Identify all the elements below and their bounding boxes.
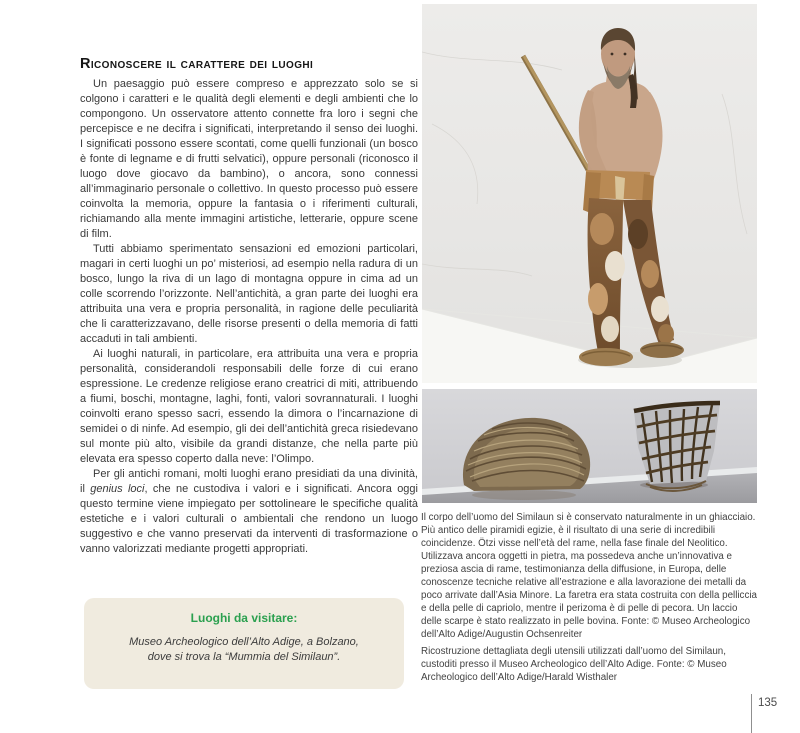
otzi-utensils-photo <box>422 389 757 503</box>
page-number-rule <box>751 694 752 733</box>
paragraph: Tutti abbiamo sperimentato sensazioni ed emozioni particolari, magari in certi luoghi un po’ misteriosi, ad esempio nella radura di un bosco, lungo la riva di un lago di montagna oppure in cima ad un colle scorrendo l’orizzonte. Nell’antichità, a gran parte dei luoghi era attribuita una vera e propria personalità, in ragione delle peculiarità che li caratterizzavano, delle risorse presenti o della memoria di fatti accaduti in tali ambienti. <box>80 243 418 345</box>
visit-box-line: Museo Archeologico dell’Alto Adige, a Bolzano, <box>129 636 359 648</box>
visit-box-heading: Luoghi da visitare: <box>190 611 298 625</box>
paragraph-text: Per gli antichi romani, molti luoghi erano presidiati da una divinità, il <box>80 468 418 495</box>
paragraph: Ai luoghi naturali, in particolare, era attribuita una vera e propria personalità, considerandoli responsabili delle forze di cui erano espressione. Le credenze religiose erano creatrici di miti, attribuendo a fiumi, boschi, montagne, laghi, fonti, valori sovrannaturali. I luoghi coinvolti erano spesso sacri, essendo la dimora o l’incarnazione di semidei o di ninfe. Ad esempio, gli dei dell’antichità greca risiedevano sul monte più alto, visibile da grandi distanze, che nella parte più elevata era spesso coperto dalla neve: l’Olimpo. <box>80 348 418 465</box>
places-to-visit-box <box>84 598 404 689</box>
utensils-photo-caption: Ricostruzione dettagliata degli utensili utilizzati dall’uomo del Similaun, custoditi presso il Museo Archeologico dell’Alto Adige. Fonte: © Museo Archeologico dell’Alto Adige/Harald Wisthaler <box>421 646 727 683</box>
article-body <box>80 77 418 557</box>
visit-box-line: dove si trova la “Mummia del Similaun”. <box>147 651 341 663</box>
otzi-photo-caption: Il corpo dell’uomo del Similaun si è conservato naturalmente in un ghiacciaio. Più antico delle piramidi egizie, è il risultato di una serie di incredibili coincidenze. Ötzi visse nell’età del rame, nella fase finale del Neolitico. Utilizzava ancora oggetti in pietra, ma possedeva anche un’innovativa e preziosa ascia di rame, testimonianza della diffusione, in Europa, delle conoscenze tecniche relative all’estrazione e alla lavorazione dei metalli da poco arrivate dall’Asia Minore. La faretra era stata costruita con della pelliccia e della pelle di capriolo, mentre il perizoma è di pelle di pecora. Un laccio delle scarpe è stato realizzato in pelle bovina. Fonte: © Museo Archeologico dell’Alto Adige/Augustin Ochsenreiter <box>421 512 757 640</box>
latin-term: genius loci <box>90 483 145 495</box>
paragraph <box>80 467 418 557</box>
visit-box-text <box>84 635 404 665</box>
paragraph: Un paesaggio può essere compreso e apprezzato solo se si colgono i caratteri e le qualità degli elementi e degli ambienti che lo compongono. Un osservatore attento connette fra loro i segni che percepisce e ne decifra i significati, interpretando il senso dei luoghi. I significati possono essere scontati, come quelli funzionali (un bosco è fonte di legname e di frutti selvatici), oppure personali (riconosco il luogo dove giocavo da bambino), o ancora, sono connessi all’immaginario personale o collettivo. In questo processo può essere coinvolta la memoria, oppure la fantasia o i riferimenti culturali, richiamando alla mente immagini artistiche, letterarie, oppure scene di film. <box>80 78 418 240</box>
paragraph-text: , che ne custodiva i valori e i significati. Ancora oggi questo termine viene impiegato per sottolineare le specifiche qualità estetiche e i valori culturali o ambientali che rendono un luogo suggestivo e che vanno preservati da interventi di trasformazione o vanno valorizzati mediante progetti appropriati. <box>80 483 418 555</box>
page-title: Riconoscere il carattere dei luoghi <box>80 55 314 72</box>
page-number: 135 <box>758 697 778 709</box>
otzi-reconstruction-photo <box>422 4 757 383</box>
